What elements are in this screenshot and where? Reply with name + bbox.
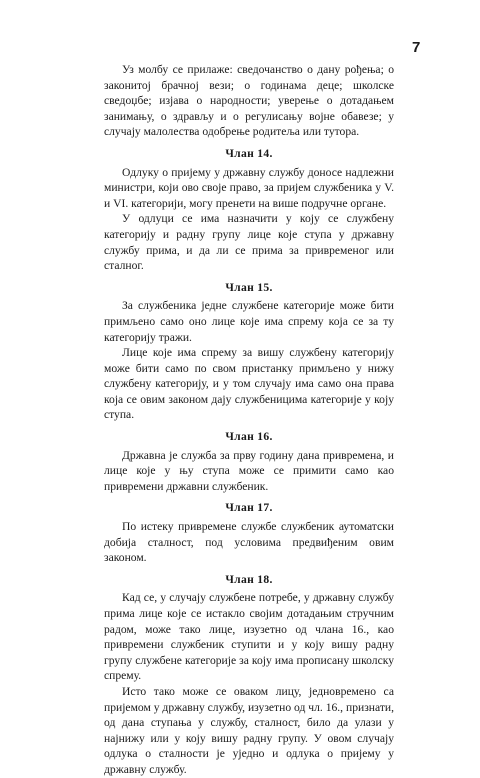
article-17	[104, 500, 394, 565]
document-body	[104, 62, 394, 778]
article-paragraph: Кад се, у случају службене потребе, у државну службу прима лице које се истакло својим дотадањим стручним радом, може тако лице, изузетно од члана 16., као привремени службеник ступити и у коју вишу радну групу службене категорије за коју има прописану школску спрему.	[104, 591, 394, 683]
article-16	[104, 429, 394, 494]
article-heading: Члан 18.	[225, 572, 273, 586]
article-paragraph: У одлуци се има назначити у коју се службену категорију и радну групу лице које ступа у државну службу прима, и да ли се прима за привременог или сталног.	[104, 212, 394, 273]
intro-paragraph: Уз молбу се прилаже: сведочанство о дану рођења; о законитој брачној вези; о годинама деце; школске сведоџбе; изјава о народности; уверење о дотадањем занимању, о здрављу и о регулисању војне обавезе; у случају малолества одобрење родитеља или тутора.	[104, 63, 394, 139]
article-18	[104, 572, 394, 778]
article-paragraph: Државна је служба за прву годину дана привремена, и лице које у њу ступа може се примити само као привремени државни службеник.	[104, 448, 394, 493]
article-heading: Члан 16.	[225, 430, 273, 444]
article-paragraph: Исто тако може се оваком лицу, једновремено са пријемом у државну службу, изузетно од чл. 16., признати, од дана ступања у службу, сталност, било да улази у најнижу или у коју вишу радну групу. У овом случају одлука о сталности је уједно и одлука о пријему у државну службу.	[104, 684, 394, 776]
article-14	[104, 146, 394, 274]
article-paragraph: Одлуку о пријему у државну службу доносе надлежни министри, који ово своје право, за пријем службеника у V. и VI. категорији, могу пренети на више подручне органе.	[104, 165, 394, 210]
article-15	[104, 280, 394, 423]
article-heading: Члан 14.	[225, 146, 273, 160]
page-number: 7	[412, 39, 421, 56]
article-paragraph: За службеника једне службене категорије може бити примљено само оно лице које има спрему која се за ту категорију тражи.	[104, 299, 394, 344]
article-heading: Члан 15.	[225, 280, 273, 294]
article-heading: Члан 17.	[225, 501, 273, 515]
article-paragraph: Лице које има спрему за вишу службену категорију може бити само по свом пристанку примљено у нижу службену категорију, и у том случају има само она права која се овим законом дају службеницима категорије у коју ступа.	[104, 346, 394, 422]
article-paragraph: По истеку привремене службе службеник аутоматски добија сталност, под условима предвиђеним овим законом.	[104, 520, 394, 565]
